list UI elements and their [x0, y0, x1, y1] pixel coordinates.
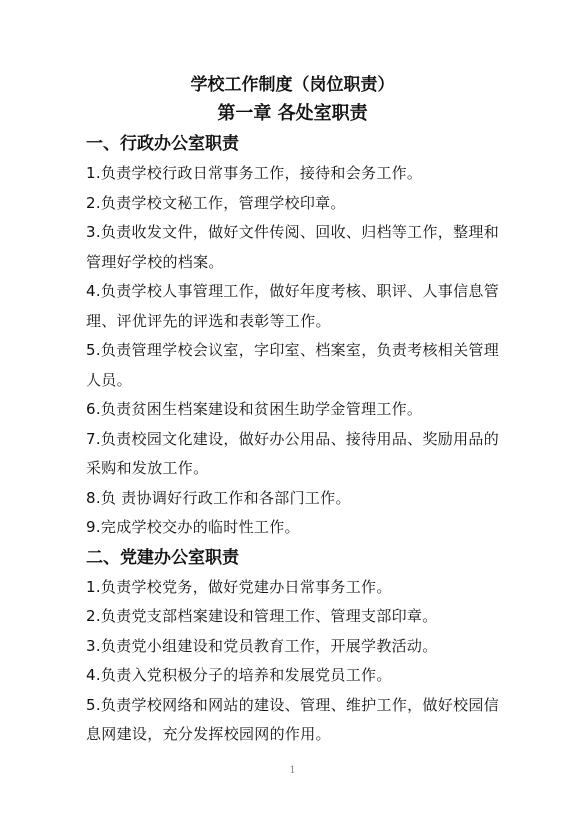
section-heading: 二、党建办公室职责	[86, 547, 239, 568]
list-item: 3.负责收发文件，做好文件传阅、回收、归档等工作，整理和管理好学校的档案。	[86, 223, 499, 271]
list-item: 9.完成学校交办的临时性工作。	[86, 518, 300, 536]
list-item: 4.负责入党积极分子的培养和发展党员工作。	[86, 666, 392, 684]
list-item: 7.负责校园文化建设，做好办公用品、接待用品、奖励用品的采购和发放工作。	[86, 429, 499, 477]
list-item: 8.负 责协调好行政工作和各部门工作。	[86, 488, 351, 507]
chapter-title: 第一章 各处室职责	[217, 103, 368, 124]
document-title: 学校工作制度（岗位职责）	[190, 75, 395, 95]
list-item: 2.负责党支部档案建设和管理工作、管理支部印章。	[86, 607, 438, 625]
list-item: 5.负责学校网络和网站的建设、管理、维护工作，做好校园信息网建设，充分发挥校园网的作用。	[86, 695, 499, 743]
list-item: 2.负责学校文秘工作，管理学校印章。	[86, 193, 346, 212]
list-item: 6.负责贫困生档案建设和贫困生助学金管理工作。	[86, 400, 423, 418]
section-heading: 一、行政办公室职责	[86, 134, 239, 154]
list-item: 3.负责党小组建设和党员教育工作，开展学教活动。	[86, 636, 438, 655]
list-item: 1.负责学校行政日常事务工作，接待和会务工作。	[86, 164, 423, 182]
section-admin-office	[86, 129, 499, 543]
section-party-office	[86, 543, 499, 750]
list-item: 4.负责学校人事管理工作，做好年度考核、职评、人事信息管理、评优评先的评选和表彰等工作。	[86, 282, 499, 330]
list-item: 1.负责学校党务，做好党建办日常事务工作。	[86, 577, 392, 596]
list-item: 5.负责管理学校会议室，字印室、档案室，负责考核相关管理人员。	[86, 341, 499, 389]
page-number: 1	[289, 765, 296, 776]
